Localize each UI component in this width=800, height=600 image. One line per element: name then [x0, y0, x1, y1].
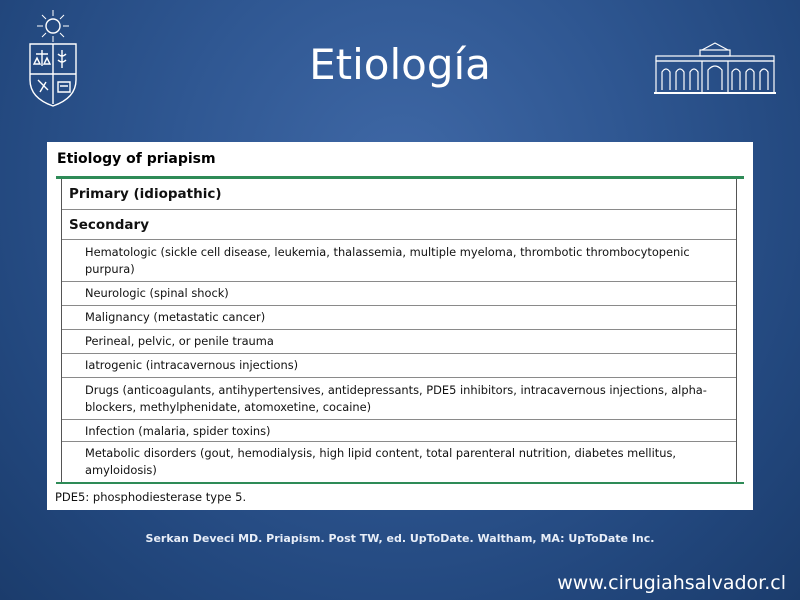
citation-text: Serkan Deveci MD. Priapism. Post TW, ed. UpToDate. Waltham, MA: UpToDate Inc. [145, 532, 655, 545]
section-header-primary: Primary (idiopathic) [62, 179, 736, 210]
table-row: Perineal, pelvic, or penile trauma [62, 330, 736, 354]
table-row: Malignancy (metastatic cancer) [62, 306, 736, 330]
table-row: Metabolic disorders (gout, hemodialysis, high lipid content, total parenteral nutrition, diabetes mellitus, amyloidosis) [85, 446, 677, 477]
table-footnote: PDE5: phosphodiesterase type 5. [55, 490, 247, 504]
table-body [61, 179, 737, 482]
table-row: Drugs (anticoagulants, antihypertensives, antidepressants, PDE5 inhibitors, intracavernous injections, alpha-blockers, methylphenidate, atomoxetine, cocaine) [62, 378, 736, 420]
website-url: www.cirugiahsalvador.cl [557, 572, 786, 594]
table-row: Hematologic (sickle cell disease, leukemia, thalassemia, multiple myeloma, thrombotic thrombocytopenic purpura) [62, 240, 736, 282]
table-row: Iatrogenic (intracavernous injections) [62, 354, 736, 378]
table-row: Infection (malaria, spider toxins) [62, 420, 736, 442]
slide-title: Etiología [309, 40, 491, 89]
table-bottom-rule [56, 482, 744, 484]
table-title: Etiology of priapism [57, 151, 216, 167]
etiology-table-panel [47, 142, 753, 510]
section-header-secondary: Secondary [62, 210, 736, 240]
table-row: Neurologic (spinal shock) [62, 282, 736, 306]
